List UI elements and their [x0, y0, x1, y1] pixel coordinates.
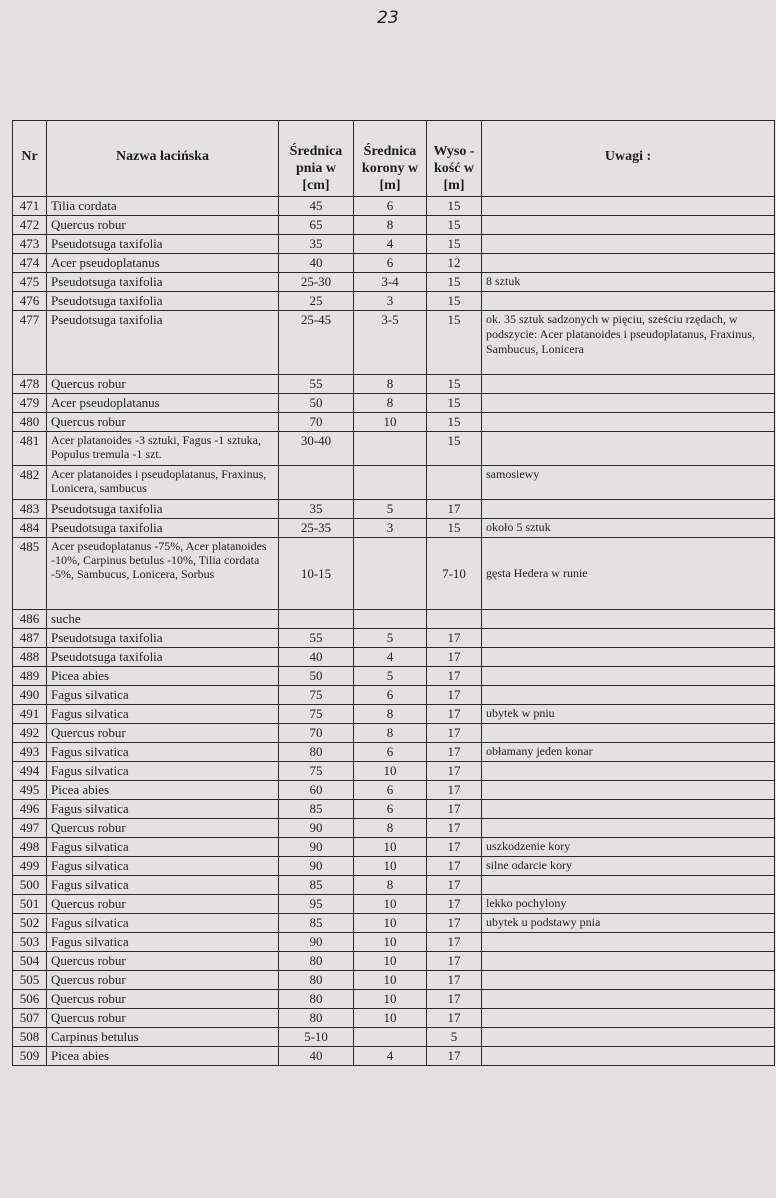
row-nr: 491 — [13, 705, 47, 724]
row-height: 15 — [427, 519, 482, 538]
row-trunk-diameter: 35 — [279, 500, 354, 519]
row-height: 15 — [427, 292, 482, 311]
row-crown-diameter: 6 — [354, 254, 427, 273]
row-notes: uszkodzenie kory — [482, 838, 775, 857]
row-nr: 490 — [13, 686, 47, 705]
table-row — [13, 762, 775, 781]
row-height: 15 — [427, 235, 482, 254]
row-crown-diameter — [354, 1028, 427, 1047]
table-row — [13, 413, 775, 432]
row-height: 17 — [427, 971, 482, 990]
row-height: 15 — [427, 216, 482, 235]
row-crown-diameter: 8 — [354, 876, 427, 895]
row-notes — [482, 432, 775, 466]
row-nr: 487 — [13, 629, 47, 648]
row-trunk-diameter: 50 — [279, 667, 354, 686]
row-notes — [482, 667, 775, 686]
row-notes: ubytek w pniu — [482, 705, 775, 724]
row-notes — [482, 686, 775, 705]
table-row — [13, 1028, 775, 1047]
row-latin-name: Acer platanoides i pseudoplatanus, Fraxinus, Lonicera, sambucus — [47, 466, 279, 500]
row-notes: gęsta Hedera w runie — [482, 538, 775, 610]
row-trunk-diameter: 70 — [279, 413, 354, 432]
row-notes — [482, 724, 775, 743]
row-crown-diameter: 3-4 — [354, 273, 427, 292]
row-nr: 505 — [13, 971, 47, 990]
table-row — [13, 466, 775, 500]
row-trunk-diameter: 25-35 — [279, 519, 354, 538]
row-nr: 506 — [13, 990, 47, 1009]
row-nr: 478 — [13, 375, 47, 394]
row-nr: 496 — [13, 800, 47, 819]
row-notes — [482, 629, 775, 648]
row-latin-name: Fagus silvatica — [47, 876, 279, 895]
table-row — [13, 838, 775, 857]
row-crown-diameter: 4 — [354, 1047, 427, 1066]
row-crown-diameter — [354, 466, 427, 500]
row-notes: lekko pochylony — [482, 895, 775, 914]
table-row — [13, 216, 775, 235]
table-row — [13, 857, 775, 876]
row-height: 17 — [427, 800, 482, 819]
row-latin-name: Picea abies — [47, 781, 279, 800]
row-latin-name: Fagus silvatica — [47, 743, 279, 762]
row-crown-diameter: 10 — [354, 1009, 427, 1028]
tree-inventory-table — [12, 120, 775, 1066]
row-height: 17 — [427, 629, 482, 648]
table-row — [13, 538, 775, 610]
row-height: 17 — [427, 781, 482, 800]
row-nr: 479 — [13, 394, 47, 413]
row-crown-diameter: 8 — [354, 819, 427, 838]
row-height: 17 — [427, 819, 482, 838]
row-height: 15 — [427, 273, 482, 292]
row-latin-name: Fagus silvatica — [47, 800, 279, 819]
table-row — [13, 500, 775, 519]
row-trunk-diameter: 55 — [279, 629, 354, 648]
row-notes — [482, 1047, 775, 1066]
row-nr: 482 — [13, 466, 47, 500]
table-row — [13, 375, 775, 394]
row-notes — [482, 254, 775, 273]
row-latin-name: Fagus silvatica — [47, 705, 279, 724]
row-latin-name: Quercus robur — [47, 895, 279, 914]
row-height: 17 — [427, 648, 482, 667]
row-latin-name: Fagus silvatica — [47, 762, 279, 781]
row-crown-diameter — [354, 538, 427, 610]
row-latin-name: Acer pseudoplatanus -75%, Acer platanoides -10%, Carpinus betulus -10%, Tilia cordata -5%, Sambucus, Lonicera, Sorbus — [47, 538, 279, 610]
row-crown-diameter — [354, 610, 427, 629]
row-height: 17 — [427, 686, 482, 705]
row-height: 17 — [427, 876, 482, 895]
row-crown-diameter: 5 — [354, 667, 427, 686]
table-row — [13, 519, 775, 538]
table-row — [13, 895, 775, 914]
row-nr: 473 — [13, 235, 47, 254]
table-row — [13, 819, 775, 838]
row-notes: około 5 sztuk — [482, 519, 775, 538]
row-notes — [482, 819, 775, 838]
row-trunk-diameter: 45 — [279, 197, 354, 216]
table-row — [13, 1009, 775, 1028]
row-nr: 477 — [13, 311, 47, 375]
row-height: 15 — [427, 311, 482, 375]
row-crown-diameter: 5 — [354, 629, 427, 648]
row-notes — [482, 610, 775, 629]
row-latin-name: Quercus robur — [47, 971, 279, 990]
row-nr: 483 — [13, 500, 47, 519]
row-crown-diameter: 10 — [354, 971, 427, 990]
row-trunk-diameter: 25-30 — [279, 273, 354, 292]
row-latin-name: Carpinus betulus — [47, 1028, 279, 1047]
row-nr: 492 — [13, 724, 47, 743]
row-latin-name: Fagus silvatica — [47, 686, 279, 705]
row-crown-diameter: 10 — [354, 838, 427, 857]
row-trunk-diameter: 55 — [279, 375, 354, 394]
row-trunk-diameter: 90 — [279, 857, 354, 876]
row-latin-name: Quercus robur — [47, 413, 279, 432]
row-nr: 493 — [13, 743, 47, 762]
row-latin-name: Picea abies — [47, 667, 279, 686]
row-latin-name: Acer pseudoplatanus — [47, 254, 279, 273]
row-notes: ubytek u podstawy pnia — [482, 914, 775, 933]
row-crown-diameter: 5 — [354, 500, 427, 519]
row-trunk-diameter: 60 — [279, 781, 354, 800]
row-trunk-diameter: 25-45 — [279, 311, 354, 375]
row-notes — [482, 235, 775, 254]
row-notes — [482, 876, 775, 895]
row-nr: 495 — [13, 781, 47, 800]
row-notes: obłamany jeden konar — [482, 743, 775, 762]
row-trunk-diameter: 85 — [279, 876, 354, 895]
row-height — [427, 466, 482, 500]
row-trunk-diameter: 65 — [279, 216, 354, 235]
row-crown-diameter: 6 — [354, 743, 427, 762]
row-notes — [482, 413, 775, 432]
row-crown-diameter: 3 — [354, 519, 427, 538]
row-nr: 476 — [13, 292, 47, 311]
row-latin-name: Quercus robur — [47, 724, 279, 743]
row-crown-diameter: 10 — [354, 952, 427, 971]
row-latin-name: Pseudotsuga taxifolia — [47, 235, 279, 254]
row-notes — [482, 952, 775, 971]
row-trunk-diameter: 90 — [279, 838, 354, 857]
row-height: 17 — [427, 857, 482, 876]
row-height: 7-10 — [427, 538, 482, 610]
header-notes: Uwagi : — [482, 121, 775, 197]
row-height: 15 — [427, 413, 482, 432]
row-notes — [482, 990, 775, 1009]
row-trunk-diameter: 80 — [279, 990, 354, 1009]
header-height: Wyso -kość w [m] — [427, 121, 482, 197]
row-nr: 488 — [13, 648, 47, 667]
row-trunk-diameter: 80 — [279, 952, 354, 971]
header-nr: Nr — [13, 121, 47, 197]
row-notes: samosiewy — [482, 466, 775, 500]
row-trunk-diameter: 85 — [279, 800, 354, 819]
table-row — [13, 724, 775, 743]
row-nr: 499 — [13, 857, 47, 876]
row-nr: 481 — [13, 432, 47, 466]
row-trunk-diameter: 80 — [279, 971, 354, 990]
table-row — [13, 990, 775, 1009]
table-row — [13, 1047, 775, 1066]
table-row — [13, 254, 775, 273]
table-row — [13, 235, 775, 254]
table-row — [13, 971, 775, 990]
table-row — [13, 743, 775, 762]
header-crown-diameter: Średnica korony w [m] — [354, 121, 427, 197]
row-height: 12 — [427, 254, 482, 273]
row-nr: 494 — [13, 762, 47, 781]
row-latin-name: Quercus robur — [47, 375, 279, 394]
row-crown-diameter: 4 — [354, 235, 427, 254]
tree-inventory-table-wrap — [12, 120, 774, 1066]
row-crown-diameter: 10 — [354, 762, 427, 781]
header-latin-name: Nazwa łacińska — [47, 121, 279, 197]
row-latin-name: Fagus silvatica — [47, 857, 279, 876]
row-latin-name: Quercus robur — [47, 952, 279, 971]
row-notes — [482, 800, 775, 819]
row-height — [427, 610, 482, 629]
row-trunk-diameter: 40 — [279, 254, 354, 273]
row-height: 17 — [427, 914, 482, 933]
page-number: 23 — [377, 8, 399, 28]
row-crown-diameter: 8 — [354, 394, 427, 413]
table-row — [13, 705, 775, 724]
row-nr: 502 — [13, 914, 47, 933]
row-trunk-diameter: 70 — [279, 724, 354, 743]
row-height: 15 — [427, 375, 482, 394]
row-nr: 484 — [13, 519, 47, 538]
row-crown-diameter: 8 — [354, 705, 427, 724]
row-height: 15 — [427, 394, 482, 413]
row-notes — [482, 1009, 775, 1028]
row-notes: 8 sztuk — [482, 273, 775, 292]
row-latin-name: Fagus silvatica — [47, 838, 279, 857]
row-latin-name: Pseudotsuga taxifolia — [47, 629, 279, 648]
table-row — [13, 610, 775, 629]
row-notes — [482, 375, 775, 394]
row-latin-name: Pseudotsuga taxifolia — [47, 648, 279, 667]
row-nr: 503 — [13, 933, 47, 952]
row-latin-name: Pseudotsuga taxifolia — [47, 273, 279, 292]
row-nr: 500 — [13, 876, 47, 895]
row-latin-name: Fagus silvatica — [47, 933, 279, 952]
table-row — [13, 629, 775, 648]
row-height: 15 — [427, 432, 482, 466]
row-notes — [482, 1028, 775, 1047]
row-latin-name: Quercus robur — [47, 1009, 279, 1028]
table-row — [13, 394, 775, 413]
row-trunk-diameter — [279, 610, 354, 629]
row-crown-diameter: 6 — [354, 197, 427, 216]
row-height: 17 — [427, 990, 482, 1009]
table-row — [13, 197, 775, 216]
row-crown-diameter: 8 — [354, 724, 427, 743]
row-height: 17 — [427, 933, 482, 952]
row-nr: 475 — [13, 273, 47, 292]
row-crown-diameter: 3-5 — [354, 311, 427, 375]
row-height: 17 — [427, 952, 482, 971]
row-latin-name: Pseudotsuga taxifolia — [47, 519, 279, 538]
table-row — [13, 273, 775, 292]
row-crown-diameter: 10 — [354, 895, 427, 914]
row-trunk-diameter: 85 — [279, 914, 354, 933]
table-row — [13, 952, 775, 971]
row-trunk-diameter: 30-40 — [279, 432, 354, 466]
row-nr: 498 — [13, 838, 47, 857]
row-height: 5 — [427, 1028, 482, 1047]
row-latin-name: Quercus robur — [47, 819, 279, 838]
row-trunk-diameter: 50 — [279, 394, 354, 413]
table-row — [13, 311, 775, 375]
row-trunk-diameter: 10-15 — [279, 538, 354, 610]
row-trunk-diameter: 95 — [279, 895, 354, 914]
row-nr: 472 — [13, 216, 47, 235]
row-height: 17 — [427, 762, 482, 781]
row-crown-diameter — [354, 432, 427, 466]
row-latin-name: Fagus silvatica — [47, 914, 279, 933]
row-height: 17 — [427, 1009, 482, 1028]
row-notes — [482, 648, 775, 667]
row-nr: 471 — [13, 197, 47, 216]
row-crown-diameter: 10 — [354, 933, 427, 952]
row-nr: 501 — [13, 895, 47, 914]
row-nr: 509 — [13, 1047, 47, 1066]
row-height: 17 — [427, 1047, 482, 1066]
table-row — [13, 667, 775, 686]
row-nr: 480 — [13, 413, 47, 432]
row-latin-name: Quercus robur — [47, 990, 279, 1009]
header-row — [13, 121, 775, 197]
row-latin-name: Tilia cordata — [47, 197, 279, 216]
row-notes — [482, 781, 775, 800]
header-trunk-diameter: Średnica pnia w [cm] — [279, 121, 354, 197]
row-notes: silne odarcie kory — [482, 857, 775, 876]
table-row — [13, 648, 775, 667]
row-notes — [482, 933, 775, 952]
row-nr: 497 — [13, 819, 47, 838]
table-body — [13, 197, 775, 1066]
row-trunk-diameter: 90 — [279, 933, 354, 952]
table-row — [13, 933, 775, 952]
row-nr: 489 — [13, 667, 47, 686]
row-height: 17 — [427, 895, 482, 914]
row-latin-name: Acer platanoides -3 sztuki, Fagus -1 sztuka, Populus tremula -1 szt. — [47, 432, 279, 466]
table-row — [13, 292, 775, 311]
row-crown-diameter: 10 — [354, 914, 427, 933]
row-height: 17 — [427, 724, 482, 743]
row-nr: 504 — [13, 952, 47, 971]
table-row — [13, 914, 775, 933]
row-trunk-diameter: 40 — [279, 648, 354, 667]
row-crown-diameter: 6 — [354, 686, 427, 705]
row-height: 17 — [427, 838, 482, 857]
row-nr: 508 — [13, 1028, 47, 1047]
row-height: 17 — [427, 705, 482, 724]
table-row — [13, 432, 775, 466]
row-nr: 485 — [13, 538, 47, 610]
row-trunk-diameter: 75 — [279, 705, 354, 724]
row-trunk-diameter: 80 — [279, 743, 354, 762]
row-latin-name: Pseudotsuga taxifolia — [47, 500, 279, 519]
row-trunk-diameter: 75 — [279, 686, 354, 705]
row-notes: ok. 35 sztuk sadzonych w pięciu, sześciu rzędach, w podszycie: Acer platanoides i pseudoplatanus, Fraxinus, Sambucus, Lonicera — [482, 311, 775, 375]
row-notes — [482, 292, 775, 311]
table-row — [13, 876, 775, 895]
row-height: 17 — [427, 500, 482, 519]
table-row — [13, 800, 775, 819]
row-latin-name: suche — [47, 610, 279, 629]
row-crown-diameter: 6 — [354, 800, 427, 819]
row-crown-diameter: 6 — [354, 781, 427, 800]
row-height: 17 — [427, 667, 482, 686]
row-latin-name: Acer pseudoplatanus — [47, 394, 279, 413]
row-trunk-diameter: 80 — [279, 1009, 354, 1028]
row-trunk-diameter: 75 — [279, 762, 354, 781]
row-crown-diameter: 3 — [354, 292, 427, 311]
table-row — [13, 781, 775, 800]
table-row — [13, 686, 775, 705]
row-height: 15 — [427, 197, 482, 216]
row-height: 17 — [427, 743, 482, 762]
row-crown-diameter: 10 — [354, 413, 427, 432]
row-latin-name: Pseudotsuga taxifolia — [47, 311, 279, 375]
row-latin-name: Quercus robur — [47, 216, 279, 235]
row-nr: 507 — [13, 1009, 47, 1028]
row-nr: 486 — [13, 610, 47, 629]
row-crown-diameter: 10 — [354, 857, 427, 876]
row-trunk-diameter: 90 — [279, 819, 354, 838]
row-crown-diameter: 8 — [354, 375, 427, 394]
row-nr: 474 — [13, 254, 47, 273]
row-notes — [482, 197, 775, 216]
row-crown-diameter: 10 — [354, 990, 427, 1009]
row-trunk-diameter: 25 — [279, 292, 354, 311]
row-trunk-diameter — [279, 466, 354, 500]
row-crown-diameter: 8 — [354, 216, 427, 235]
row-trunk-diameter: 5-10 — [279, 1028, 354, 1047]
row-notes — [482, 971, 775, 990]
row-notes — [482, 762, 775, 781]
row-trunk-diameter: 40 — [279, 1047, 354, 1066]
row-trunk-diameter: 35 — [279, 235, 354, 254]
row-notes — [482, 394, 775, 413]
row-latin-name: Picea abies — [47, 1047, 279, 1066]
row-notes — [482, 216, 775, 235]
row-notes — [482, 500, 775, 519]
row-crown-diameter: 4 — [354, 648, 427, 667]
row-latin-name: Pseudotsuga taxifolia — [47, 292, 279, 311]
